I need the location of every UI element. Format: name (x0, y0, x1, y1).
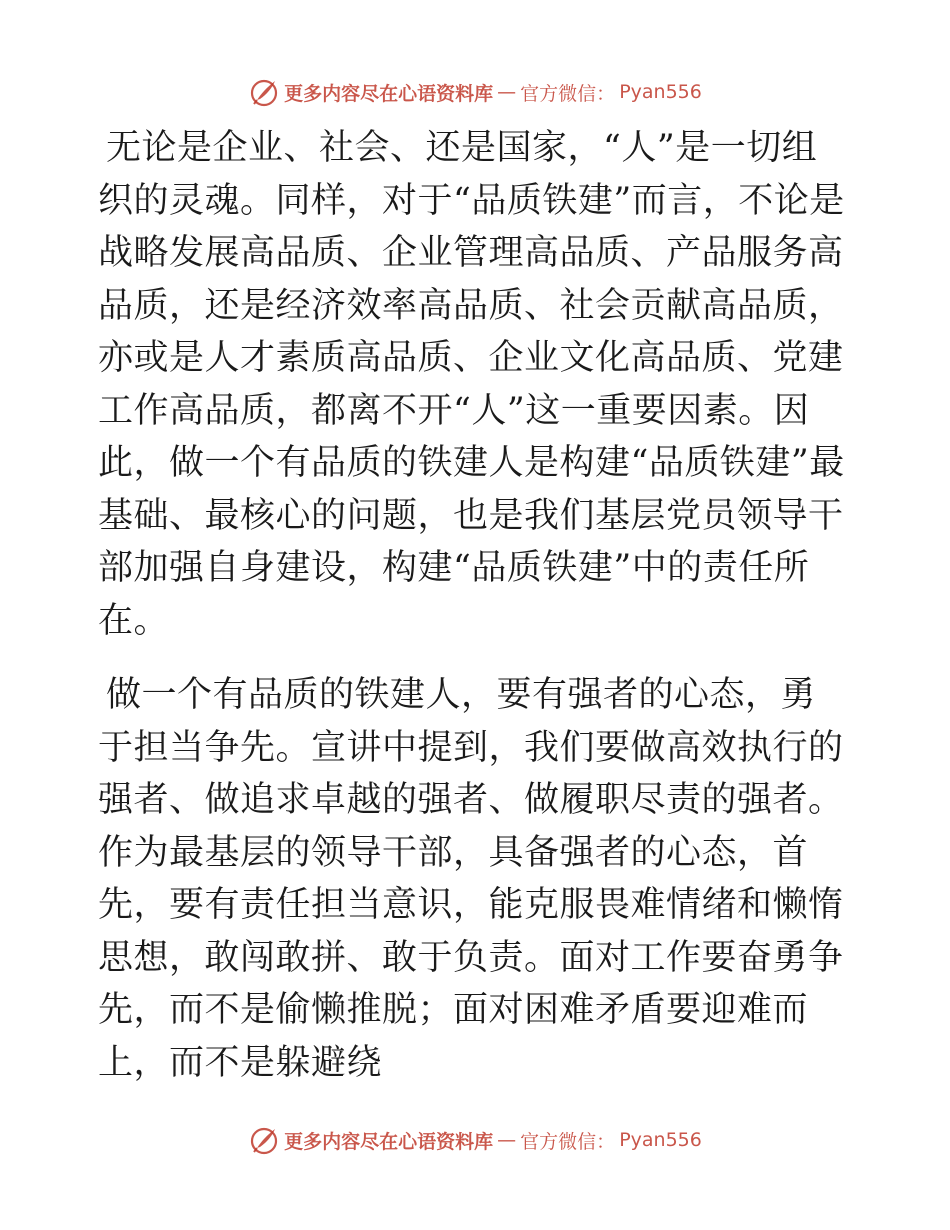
watermark-brand: 更多内容尽在心语资料库 (284, 1130, 494, 1153)
paragraph-2: 做一个有品质的铁建人，要有强者的心态，勇于担当争先。宣讲中提到，我们要做高效执行的强者、做追求卓越的强者、做履职尽责的强者。作为最基层的领导干部，具备强者的心态，首先，要有责任担当意识，能克服畏难情绪和懒惰思想，敢闯敢拼、敢于负责。面对工作要奋勇争先，而不是偷懒推脱；面对困难矛盾要迎难而上，而不是躲避绕 (98, 675, 844, 1083)
quill-logo-icon (248, 76, 280, 108)
document-body (98, 122, 850, 1089)
watermark-brand: 更多内容尽在心语资料库 (284, 82, 494, 105)
paragraph-1: 无论是企业、社会、还是国家，“人”是一切组织的灵魂。同样，对于“品质铁建”而言，不论是战略发展高品质、企业管理高品质、产品服务高品质，还是经济效率高品质、社会贡献高品质，亦或是人才素质高品质、企业文化高品质、党建工作高品质，都离不开“人”这一重要因素。因此，做一个有品质的铁建人是构建“品质铁建”最基础、最核心的问题，也是我们基层党员领导干部加强自身建设，构建“品质铁建”中的责任所在。 (98, 128, 845, 641)
footer-watermark (0, 1120, 950, 1160)
header-watermark (0, 72, 950, 112)
watermark-dash: — (497, 81, 517, 103)
watermark-contact-label: 官方微信： (520, 1130, 616, 1153)
watermark-contact-id: Pyan556 (619, 81, 702, 103)
watermark-contact-id: Pyan556 (619, 1129, 702, 1151)
watermark-dash: — (497, 1129, 517, 1151)
quill-logo-icon (248, 1124, 280, 1156)
watermark-contact-label: 官方微信： (520, 82, 616, 105)
